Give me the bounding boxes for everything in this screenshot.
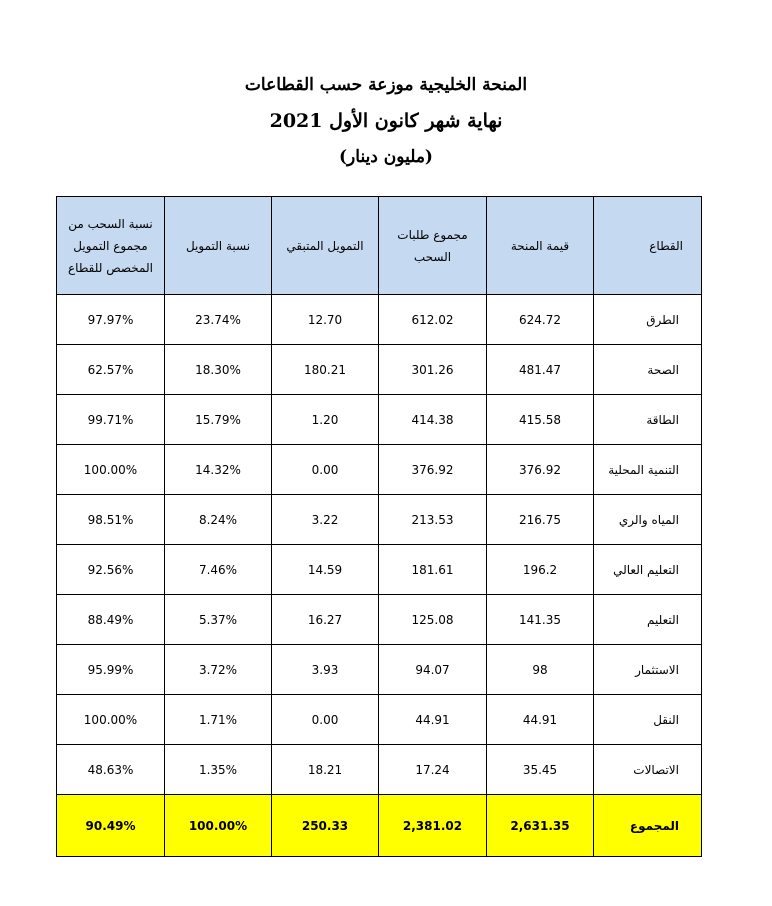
cell-grant-value: 141.35	[487, 595, 594, 645]
cell-funding-ratio: 1.71%	[165, 695, 272, 745]
cell-remaining-funding: 1.20	[272, 395, 379, 445]
cell-sector: النقل	[594, 695, 702, 745]
header-sector: القطاع	[594, 197, 702, 295]
cell-sector: الاتصالات	[594, 745, 702, 795]
document-subtitle-date: نهاية شهر كانون الأول 2021	[269, 110, 503, 132]
cell-withdrawal-requests: 612.02	[379, 295, 487, 345]
cell-withdrawal-requests: 44.91	[379, 695, 487, 745]
cell-funding-ratio: 1.35%	[165, 745, 272, 795]
cell-grant-value: 2,631.35	[487, 795, 594, 857]
cell-withdrawal-ratio: 100.00%	[57, 695, 165, 745]
table-total-row	[57, 795, 702, 857]
cell-remaining-funding: 250.33	[272, 795, 379, 857]
cell-sector: المجموع	[594, 795, 702, 857]
cell-sector: الطرق	[594, 295, 702, 345]
cell-grant-value: 44.91	[487, 695, 594, 745]
cell-funding-ratio: 23.74%	[165, 295, 272, 345]
table-row	[57, 345, 702, 395]
cell-remaining-funding: 16.27	[272, 595, 379, 645]
table-row	[57, 545, 702, 595]
cell-withdrawal-requests: 213.53	[379, 495, 487, 545]
cell-sector: التنمية المحلية	[594, 445, 702, 495]
header-withdrawal-requests: مجموع طلبات السحب	[379, 197, 487, 295]
cell-sector: التعليم	[594, 595, 702, 645]
cell-withdrawal-ratio: 48.63%	[57, 745, 165, 795]
cell-grant-value: 35.45	[487, 745, 594, 795]
cell-grant-value: 624.72	[487, 295, 594, 345]
cell-grant-value: 196.2	[487, 545, 594, 595]
cell-funding-ratio: 14.32%	[165, 445, 272, 495]
cell-sector: الاستثمار	[594, 645, 702, 695]
cell-withdrawal-ratio: 97.97%	[57, 295, 165, 345]
cell-remaining-funding: 14.59	[272, 545, 379, 595]
table-header-row	[57, 197, 702, 295]
cell-withdrawal-requests: 17.24	[379, 745, 487, 795]
table-body	[57, 295, 702, 857]
cell-sector: التعليم العالي	[594, 545, 702, 595]
cell-withdrawal-ratio: 92.56%	[57, 545, 165, 595]
cell-funding-ratio: 7.46%	[165, 545, 272, 595]
table-row	[57, 495, 702, 545]
cell-funding-ratio: 5.37%	[165, 595, 272, 645]
cell-funding-ratio: 8.24%	[165, 495, 272, 545]
table-row	[57, 445, 702, 495]
table-row	[57, 595, 702, 645]
cell-funding-ratio: 18.30%	[165, 345, 272, 395]
header-withdrawal-ratio: نسبة السحب من مجموع التمويل المخصص للقطاع	[57, 197, 165, 295]
cell-remaining-funding: 18.21	[272, 745, 379, 795]
cell-sector: المياه والري	[594, 495, 702, 545]
cell-grant-value: 481.47	[487, 345, 594, 395]
cell-funding-ratio: 100.00%	[165, 795, 272, 857]
cell-withdrawal-ratio: 62.57%	[57, 345, 165, 395]
cell-withdrawal-ratio: 99.71%	[57, 395, 165, 445]
cell-funding-ratio: 15.79%	[165, 395, 272, 445]
cell-withdrawal-ratio: 90.49%	[57, 795, 165, 857]
cell-withdrawal-requests: 414.38	[379, 395, 487, 445]
cell-remaining-funding: 0.00	[272, 445, 379, 495]
cell-withdrawal-ratio: 100.00%	[57, 445, 165, 495]
document-title: المنحة الخليجية موزعة حسب القطاعات	[244, 75, 528, 95]
cell-sector: الطاقة	[594, 395, 702, 445]
sector-grants-table	[56, 196, 702, 857]
cell-grant-value: 376.92	[487, 445, 594, 495]
cell-grant-value: 415.58	[487, 395, 594, 445]
cell-withdrawal-requests: 2,381.02	[379, 795, 487, 857]
header-remaining-funding: التمويل المتبقي	[272, 197, 379, 295]
cell-withdrawal-requests: 376.92	[379, 445, 487, 495]
cell-grant-value: 98	[487, 645, 594, 695]
cell-withdrawal-ratio: 88.49%	[57, 595, 165, 645]
table-row	[57, 645, 702, 695]
cell-withdrawal-ratio: 95.99%	[57, 645, 165, 695]
cell-sector: الصحة	[594, 345, 702, 395]
cell-funding-ratio: 3.72%	[165, 645, 272, 695]
cell-withdrawal-requests: 94.07	[379, 645, 487, 695]
cell-remaining-funding: 3.93	[272, 645, 379, 695]
cell-remaining-funding: 12.70	[272, 295, 379, 345]
document-unit-note: (مليون دينار)	[339, 147, 433, 167]
title-block	[0, 68, 772, 174]
cell-withdrawal-requests: 181.61	[379, 545, 487, 595]
cell-withdrawal-requests: 301.26	[379, 345, 487, 395]
header-funding-ratio: نسبة التمويل	[165, 197, 272, 295]
cell-grant-value: 216.75	[487, 495, 594, 545]
cell-remaining-funding: 0.00	[272, 695, 379, 745]
header-grant-value: قيمة المنحة	[487, 197, 594, 295]
cell-withdrawal-ratio: 98.51%	[57, 495, 165, 545]
table-row	[57, 745, 702, 795]
table-row	[57, 395, 702, 445]
cell-remaining-funding: 180.21	[272, 345, 379, 395]
table-row	[57, 295, 702, 345]
cell-remaining-funding: 3.22	[272, 495, 379, 545]
cell-withdrawal-requests: 125.08	[379, 595, 487, 645]
table-row	[57, 695, 702, 745]
